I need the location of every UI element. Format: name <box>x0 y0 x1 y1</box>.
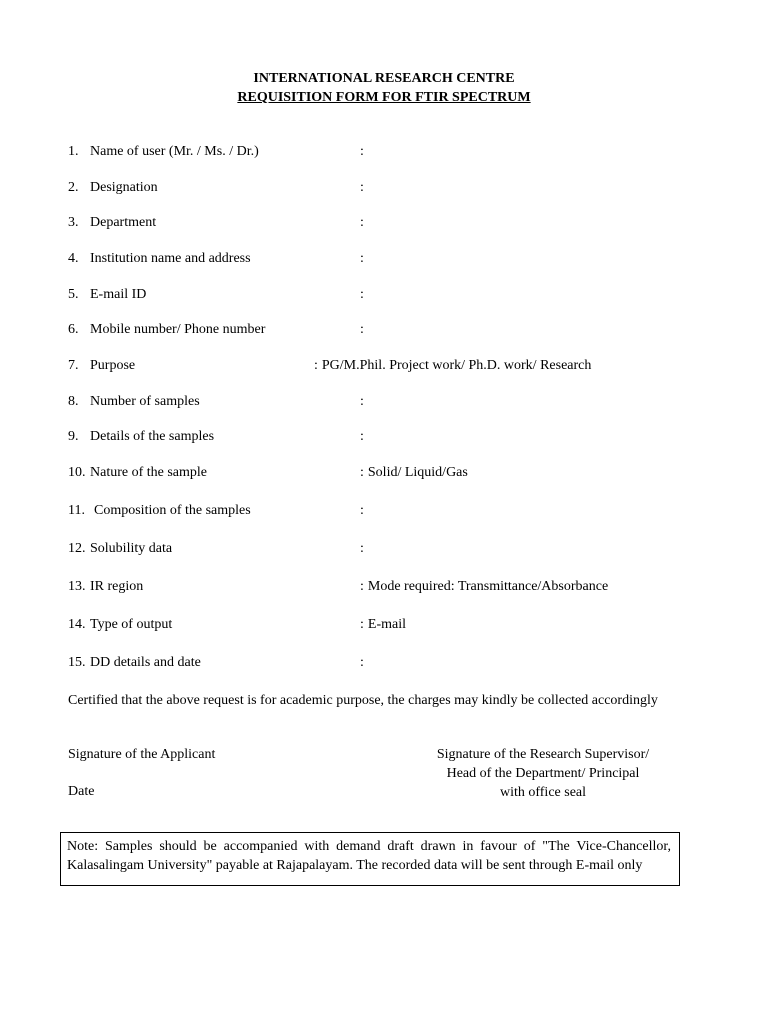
field-row-designation <box>68 178 688 198</box>
field-number: 9. <box>68 429 79 444</box>
field-row-institution <box>68 249 688 269</box>
field-colon: : <box>360 541 364 556</box>
field-number: 12. <box>68 541 86 556</box>
field-colon: : <box>360 144 364 159</box>
field-label: Department <box>90 215 157 230</box>
field-value: Mode required: Transmittance/Absorbance <box>367 579 609 594</box>
field-colon: : <box>360 322 364 337</box>
field-colon: : <box>360 655 364 670</box>
office-seal-line: with office seal <box>499 785 587 800</box>
field-value: E-mail <box>367 617 406 632</box>
field-label: Purpose <box>90 358 136 373</box>
field-number: 4. <box>68 251 79 266</box>
field-number: 6. <box>68 322 79 337</box>
field-value: PG/M.Phil. Project work/ Ph.D. work/ Research <box>321 358 592 373</box>
field-number: 15. <box>68 655 86 670</box>
field-value-group <box>360 577 608 597</box>
field-label: Institution name and address <box>90 251 251 266</box>
field-value-group <box>314 356 591 376</box>
field-label: Mobile number/ Phone number <box>90 322 266 337</box>
field-value-group <box>360 615 406 635</box>
field-number: 11. <box>68 503 85 518</box>
field-label: Nature of the sample <box>90 465 208 480</box>
field-label: E-mail ID <box>90 287 147 302</box>
field-row-number-of-samples <box>68 392 688 412</box>
field-row-purpose <box>68 356 688 376</box>
field-number: 1. <box>68 144 79 159</box>
field-number: 13. <box>68 579 86 594</box>
note-box: Note: Samples should be accompanied with demand draft drawn in favour of "The Vice-Chancellor, Kalasalingam University" payable at Rajapalayam. The recorded data will be sent through E-mail only <box>60 832 680 886</box>
supervisor-signature-block <box>412 745 674 802</box>
field-colon: : <box>360 579 364 594</box>
field-colon: : <box>360 287 364 302</box>
field-number: 7. <box>68 358 79 373</box>
field-row-composition <box>68 501 688 521</box>
field-label: Details of the samples <box>90 429 215 444</box>
field-row-dd-details <box>68 653 688 673</box>
field-row-output-type <box>68 615 688 635</box>
field-row-nature <box>68 463 688 483</box>
field-label: Name of user (Mr. / Ms. / Dr.) <box>90 144 259 159</box>
field-number: 5. <box>68 287 79 302</box>
hod-principal-line: Head of the Department/ Principal <box>446 766 640 781</box>
field-label: Type of output <box>90 617 173 632</box>
field-colon: : <box>360 465 364 480</box>
field-label: DD details and date <box>90 655 201 670</box>
field-value: Solid/ Liquid/Gas <box>367 465 468 480</box>
field-colon: : <box>360 617 364 632</box>
field-label: IR region <box>90 579 144 594</box>
field-row-department <box>68 213 688 233</box>
field-number: 10. <box>68 465 86 480</box>
field-colon: : <box>360 180 364 195</box>
field-row-sample-details <box>68 427 688 447</box>
field-label: Composition of the samples <box>94 503 251 518</box>
field-colon: : <box>360 394 364 409</box>
field-row-name <box>68 142 688 162</box>
field-number: 3. <box>68 215 79 230</box>
field-colon: : <box>360 429 364 444</box>
applicant-signature-label: Signature of the Applicant <box>68 747 216 762</box>
field-number: 14. <box>68 617 86 632</box>
form-title <box>0 89 768 107</box>
field-number: 2. <box>68 180 79 195</box>
org-title: INTERNATIONAL RESEARCH CENTRE <box>253 71 515 86</box>
field-row-ir-region <box>68 577 688 597</box>
field-colon: : <box>360 251 364 266</box>
field-value-group <box>360 463 468 483</box>
field-colon: : <box>360 503 364 518</box>
field-label: Solubility data <box>90 541 173 556</box>
form-title-text: REQUISITION FORM FOR FTIR SPECTRUM <box>237 90 531 105</box>
field-row-email <box>68 285 688 305</box>
field-number: 8. <box>68 394 79 409</box>
supervisor-signature-line: Signature of the Research Supervisor/ <box>436 747 650 762</box>
field-label: Designation <box>90 180 158 195</box>
field-row-solubility <box>68 539 688 559</box>
field-row-phone <box>68 320 688 340</box>
certification-text: Certified that the above request is for academic purpose, the charges may kindly be collected accordingly <box>68 693 658 708</box>
field-colon: : <box>360 215 364 230</box>
field-colon: : <box>314 358 318 373</box>
date-label: Date <box>68 784 95 799</box>
field-label: Number of samples <box>90 394 200 409</box>
